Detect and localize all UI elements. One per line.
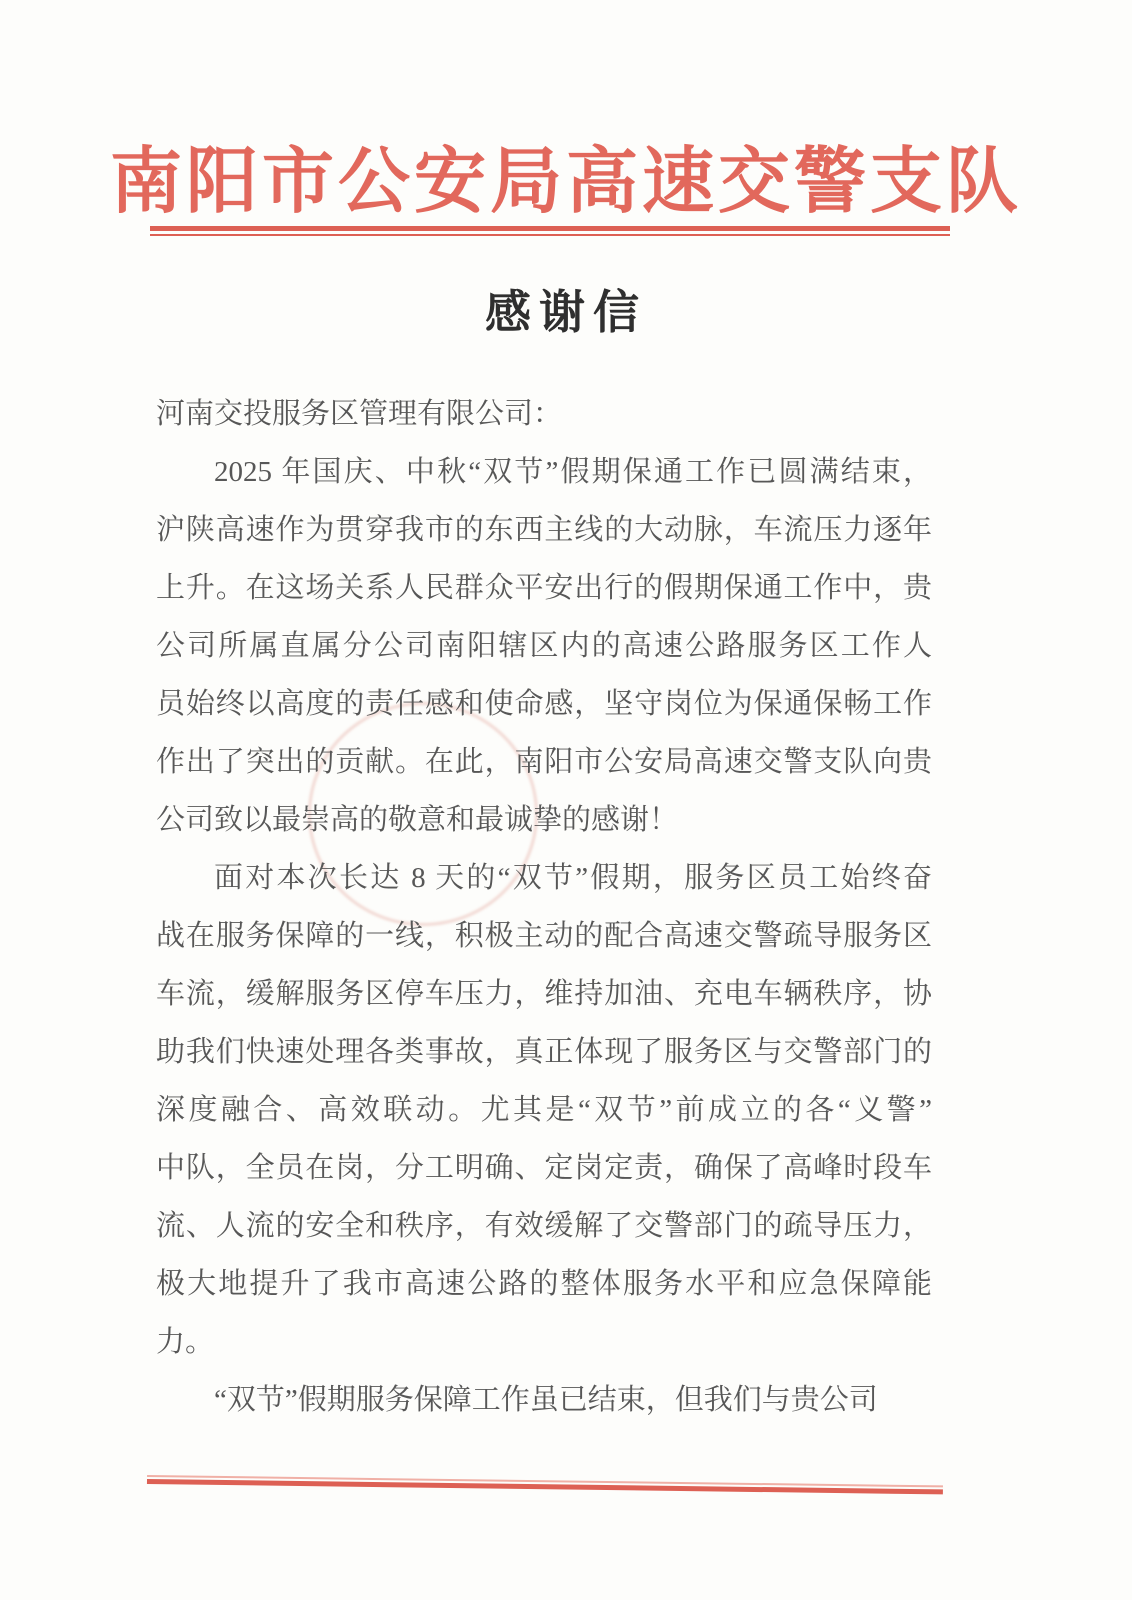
body-line: 上升。在这场关系人民群众平安出行的假期保通工作中，贵: [156, 572, 932, 604]
body-line: 2025 年国庆、中秋“双节”假期保通工作已圆满结束，: [214, 456, 932, 488]
body-line: 公司致以最崇高的敬意和最诚挚的感谢！: [156, 804, 679, 836]
document-title: 感谢信: [485, 287, 647, 338]
body-line: 中队，全员在岗，分工明确、定岗定责，确保了高峰时段车: [156, 1152, 932, 1184]
letterhead-divider: [150, 226, 950, 236]
body-line: 力。: [156, 1326, 215, 1358]
paragraphs: [156, 443, 932, 1429]
body-line: 战在服务保障的一线，积极主动的配合高速交警疏导服务区: [156, 920, 932, 952]
footer-divider: [147, 1475, 943, 1494]
salutation: 河南交投服务区管理有限公司：: [156, 398, 563, 430]
letterhead-divider-thick-line: [150, 226, 950, 231]
body-line: 公司所属直属分公司南阳辖区内的高速公路服务区工作人: [156, 630, 932, 662]
body-line: 作出了突出的贡献。在此，南阳市公安局高速交警支队向贵: [156, 746, 932, 778]
body-line: 深度融合、高效联动。尤其是“双节”前成立的各“义警”: [156, 1094, 932, 1126]
body-line: 流、人流的安全和秩序，有效缓解了交警部门的疏导压力，: [156, 1210, 932, 1242]
body-line: 助我们快速处理各类事故，真正体现了服务区与交警部门的: [156, 1036, 932, 1068]
body-line: 极大地提升了我市高速公路的整体服务水平和应急保障能: [156, 1268, 932, 1300]
body-line: 沪陕高速作为贯穿我市的东西主线的大动脉，车流压力逐年: [156, 514, 932, 546]
body-line: “双节”假期服务保障工作虽已结束，但我们与贵公司: [214, 1384, 878, 1416]
letterhead-title: 南阳市公安局高速交警支队: [109, 142, 1022, 222]
body-line: 车流，缓解服务区停车压力，维持加油、充电车辆秩序，协: [156, 978, 932, 1010]
body-line: 面对本次长达 8 天的“双节”假期，服务区员工始终奋: [214, 862, 932, 894]
letter-body: [156, 385, 932, 1429]
letterhead-divider-thin-line: [150, 234, 950, 236]
body-line: 员始终以高度的责任感和使命感，坚守岗位为保通保畅工作: [156, 688, 932, 720]
